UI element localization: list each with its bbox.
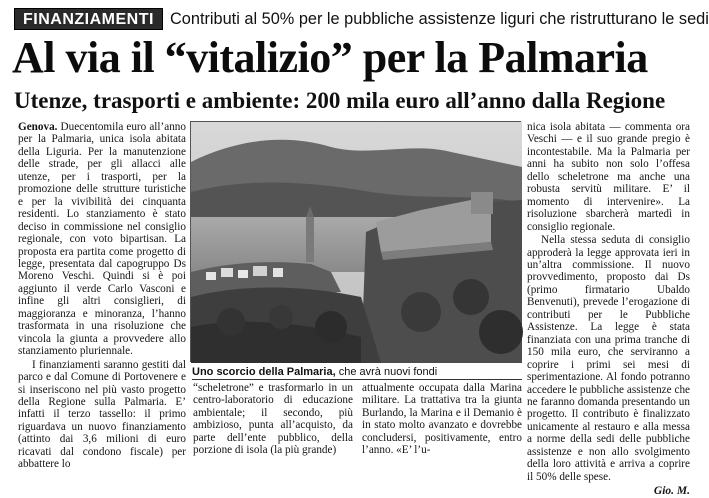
article-paragraph: Nella stessa seduta di consiglio approderà la legge approvata ieri in un’altra commissione. Il nuovo provvedimento, proposto dai Ds (primo firmatario Ubaldo Benvenuti), prevede l’erogazione di contributi per le Pubbliche Assistenze. La legge è stata finanziata con una prima tranche di 150 mila euro, che serviranno a coprire i primi sei mesi di sperimentazione. Al fondo potranno accedere le pubbliche assistenze che ne faranno domanda presentando un progetto. Il contributo è finalizzato unicamente al restauro e alla messa a norme della sedi delle pubbliche assistenze e non allo svolgimento della loro attività e arriva a coprire il 50% delle spese. [527, 234, 690, 483]
dateline: Genova. [18, 121, 58, 133]
kicker-row [14, 6, 709, 32]
caption-bold: Uno scorcio della Palmaria, [192, 366, 336, 378]
photo-caption [192, 365, 522, 380]
article-paragraph [18, 121, 186, 358]
article-column-right [527, 121, 690, 498]
headline: Al via il “vitalizio” per la Palmaria [12, 33, 648, 82]
subhead: Utenze, trasporti e ambiente: 200 mila euro all’anno dalla Regione [14, 88, 666, 113]
article-column-mid-2 [362, 382, 522, 466]
article-column-mid-1 [193, 382, 353, 466]
article-paragraph: attualmente occupata dalla Marina militare. La trattativa tra la giunta Burlando, la Marina e il Demanio è in stato molto avanzato e dovrebbe concludersi, positivamente, entro l’anno. «E’ l’u- [362, 382, 522, 457]
paragraph-text: Duecentomila euro all’anno per la Palmaria, unica isola abitata della Liguria. Per la manutenzione delle strade, per gli allacci alle utenze, per i trasporti, per la promozione delle strutture turistiche e per la vivibilità dei cinquanta residenti. Lo stanziamento è stato deciso in commissione nel consiglio regionale, con voto bipartisan. La proposta era partita come progetto di legge, presentata dal capogruppo Ds Moreno Veschi. Quindi si è poi aggiunto il verde Carlo Vasconi e infine gli altri consiglieri, di maggioranza e minoranza, l’hanno trasformata in una risoluzione che vincola la giunta a provvedere allo stanziamento pluriennale. [18, 121, 186, 358]
caption-rest: che avrà nuovi fondi [335, 366, 438, 378]
kicker-text: Contributi al 50% per le pubbliche assistenze liguri che ristrutturano le sedi [169, 9, 709, 28]
palmaria-photo-illustration [191, 122, 522, 363]
article-column-left [18, 121, 186, 471]
author-signature: Gio. M. [653, 485, 690, 498]
article-paragraph: I finanziamenti saranno gestiti dal parco e dal Comune di Portovenere e si inseriscono nel più vasto progetto della Regione sulla Palmaria. E’ infatti il terzo tassello: il primo riguardava un nuovo finanziamento (attinto dai 3,6 milioni di euro ricavati dal condono fiscale) per abbattere lo [18, 358, 186, 471]
article-paragraph: nica isola abitata — commenta ora Veschi — e il suo grande pregio è incontestabile. Ma la Palmaria per anni ha subito non solo l’offesa dello scheletrone ma anche una robusta servitù militare. E’ il momento di intervenire». La risoluzione sbarcherà martedì in consiglio regionale. [527, 121, 690, 233]
section-kicker: FINANZIAMENTI [14, 8, 163, 30]
article-photo [190, 121, 521, 362]
article-paragraph: “scheletrone” e trasformarlo in un centro-laboratorio di educazione ambientale; il secondo, più ambizioso, punta all’acquisto, da parte dell’ente pubblico, della porzione di isola (la più grande) [193, 382, 353, 457]
